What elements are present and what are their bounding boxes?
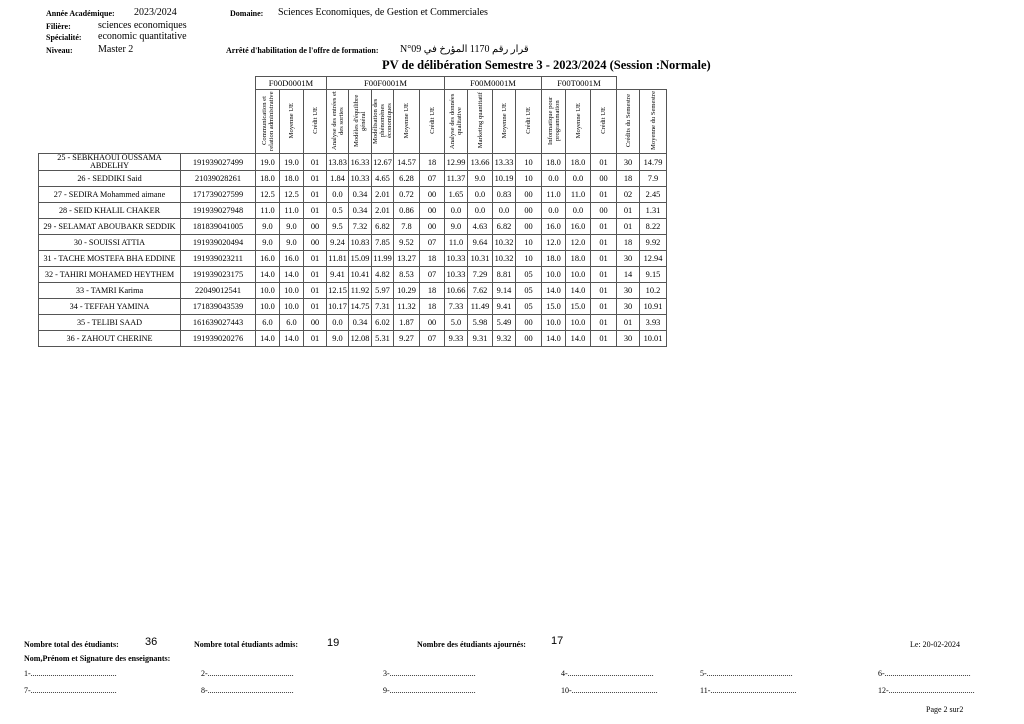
cell: 01: [304, 187, 327, 203]
cell: 10.29: [394, 283, 420, 299]
cell: 01: [304, 171, 327, 187]
cell: 10.0: [280, 299, 304, 315]
niveau-value: Master 2: [98, 44, 134, 55]
cell: 14.79: [640, 154, 667, 171]
page-title: PV de délibération Semestre 3 - 2023/2024 (Session :Normale): [382, 58, 711, 72]
cell: 00: [420, 219, 445, 235]
cell: 12.5: [280, 187, 304, 203]
cell: 10: [516, 154, 542, 171]
cell: 0.0: [327, 315, 349, 331]
student-name: 27 - SEDIRA Mohammed aimane: [39, 187, 181, 203]
cell: 11.99: [372, 251, 394, 267]
specialite-label: Spécialité:: [46, 33, 82, 42]
cell: 5.97: [372, 283, 394, 299]
cell: 5.31: [372, 331, 394, 347]
cell: 14.0: [566, 283, 591, 299]
cell: 01: [591, 331, 617, 347]
cell: 00: [591, 171, 617, 187]
cell: 10.32: [493, 251, 516, 267]
cell: 9.41: [327, 267, 349, 283]
module-header-row: [39, 77, 667, 90]
cell: 11.37: [445, 171, 468, 187]
cell: 00: [304, 235, 327, 251]
cell: 01: [304, 299, 327, 315]
arrete-label: Arrêté d'habilitation de l'offre de formation:: [226, 46, 379, 55]
column-header: Communication et relation administrative: [260, 90, 275, 151]
cell: 0.0: [566, 171, 591, 187]
cell: 14.0: [256, 331, 280, 347]
cell: 18: [420, 299, 445, 315]
cell: 10.01: [640, 331, 667, 347]
cell: 14.0: [280, 331, 304, 347]
cell: 9.14: [493, 283, 516, 299]
cell: 14.0: [280, 267, 304, 283]
cell: 15.09: [349, 251, 372, 267]
cell: 00: [516, 203, 542, 219]
column-header: Crédit UE: [311, 107, 319, 134]
column-header: Analyse des données qualitative: [449, 92, 463, 149]
cell: 14: [617, 267, 640, 283]
cell: 7.85: [372, 235, 394, 251]
signature-line: 9-...........................................: [383, 686, 476, 695]
column-header: Crédit UE: [600, 107, 607, 134]
signature-line: 1-...........................................: [24, 669, 117, 678]
cell: 12.99: [445, 154, 468, 171]
cell: 10.0: [566, 315, 591, 331]
signature-line: 11-...........................................: [700, 686, 797, 695]
cell: 7.31: [372, 299, 394, 315]
student-id: 21039028261: [181, 171, 256, 187]
cell: 0.86: [394, 203, 420, 219]
cell: 0.0: [493, 203, 516, 219]
cell: 4.65: [372, 171, 394, 187]
cell: 16.0: [566, 219, 591, 235]
cell: 2.45: [640, 187, 667, 203]
cell: 18.0: [542, 154, 566, 171]
cell: 4.63: [468, 219, 493, 235]
cell: 7.8: [394, 219, 420, 235]
cell: 14.0: [542, 283, 566, 299]
signature-line: 2-...........................................: [201, 669, 294, 678]
cell: 11.0: [256, 203, 280, 219]
cell: 10.83: [349, 235, 372, 251]
table-row: [39, 267, 667, 283]
admis-label: Nombre total étudiants admis:: [194, 640, 299, 649]
cell: 10.32: [493, 235, 516, 251]
table-row: [39, 235, 667, 251]
cell: 00: [516, 187, 542, 203]
cell: 12.94: [640, 251, 667, 267]
cell: 10.91: [640, 299, 667, 315]
annee-value: 2023/2024: [134, 7, 177, 18]
cell: 16.33: [349, 154, 372, 171]
cell: 15.0: [542, 299, 566, 315]
cell: 9.0: [280, 235, 304, 251]
cell: 10.0: [280, 283, 304, 299]
cell: 00: [304, 219, 327, 235]
cell: 9.64: [468, 235, 493, 251]
cell: 01: [304, 154, 327, 171]
table-row: [39, 187, 667, 203]
student-id: 191939020276: [181, 331, 256, 347]
cell: 30: [617, 283, 640, 299]
page-number: Page 2 sur2: [926, 705, 964, 714]
signature-line: 10-...........................................: [561, 686, 658, 695]
cell: 13.27: [394, 251, 420, 267]
cell: 0.0: [542, 171, 566, 187]
cell: 13.33: [493, 154, 516, 171]
student-name: 32 - TAHIRI MOHAMED HEYTHEM: [39, 267, 181, 283]
table-row: [39, 299, 667, 315]
cell: 30: [617, 251, 640, 267]
module-header: F00F0001M: [327, 77, 445, 90]
column-header: Moyenne UE: [574, 102, 582, 139]
cell: 18: [420, 154, 445, 171]
cell: 0.34: [349, 187, 372, 203]
cell: 11.0: [445, 235, 468, 251]
cell: 01: [617, 219, 640, 235]
cell: 16.0: [280, 251, 304, 267]
cell: 9.0: [468, 171, 493, 187]
cell: 5.0: [445, 315, 468, 331]
cell: 01: [304, 251, 327, 267]
cell: 14.0: [566, 331, 591, 347]
cell: 18.0: [280, 171, 304, 187]
cell: 07: [420, 267, 445, 283]
ajournes-label: Nombre des étudiants ajournés:: [417, 640, 526, 649]
table-row: [39, 219, 667, 235]
student-id: 191939023211: [181, 251, 256, 267]
cell: 7.32: [349, 219, 372, 235]
column-header: Moyenne du Semestre: [649, 91, 657, 150]
total-students-value: 36: [145, 636, 158, 648]
student-name: 30 - SOUISSI ATTIA: [39, 235, 181, 251]
column-header: Moyenne UE: [403, 102, 410, 139]
cell: 6.0: [280, 315, 304, 331]
cell: 05: [516, 267, 542, 283]
cell: 9.33: [445, 331, 468, 347]
cell: 00: [516, 219, 542, 235]
student-name: 25 - SEBKHAOUI OUSSAMA ABDELHY: [39, 154, 181, 171]
cell: 01: [304, 283, 327, 299]
cell: 14.0: [542, 331, 566, 347]
cell: 12.0: [566, 235, 591, 251]
arrete-value: N°09 قرار رقم 1170 المؤرخ في: [400, 44, 529, 55]
cell: 12.5: [256, 187, 280, 203]
cell: 12.0: [542, 235, 566, 251]
cell: 2.01: [372, 187, 394, 203]
cell: 18.0: [542, 251, 566, 267]
cell: 7.29: [468, 267, 493, 283]
column-header: Moyenne UE: [288, 102, 295, 139]
cell: 10.31: [468, 251, 493, 267]
domaine-value: Sciences Economiques, de Gestion et Commerciales: [278, 7, 488, 18]
module-header: F00M0001M: [445, 77, 542, 90]
cell: 9.15: [640, 267, 667, 283]
cell: 10.41: [349, 267, 372, 283]
cell: 10.17: [327, 299, 349, 315]
cell: 10.66: [445, 283, 468, 299]
cell: 01: [591, 154, 617, 171]
cell: 14.75: [349, 299, 372, 315]
cell: 02: [617, 187, 640, 203]
cell: 11.92: [349, 283, 372, 299]
student-id: 191939023175: [181, 267, 256, 283]
student-name: 26 - SEDDIKI Said: [39, 171, 181, 187]
cell: 01: [591, 315, 617, 331]
cell: 9.5: [327, 219, 349, 235]
student-name: 33 - TAMRI Karima: [39, 283, 181, 299]
cell: 05: [516, 283, 542, 299]
cell: 6.82: [372, 219, 394, 235]
student-name: 36 - ZAHOUT CHERINE: [39, 331, 181, 347]
student-name: 35 - TELIBI SAAD: [39, 315, 181, 331]
cell: 01: [304, 267, 327, 283]
cell: 01: [591, 299, 617, 315]
cell: 10.0: [542, 315, 566, 331]
student-id: 191939020494: [181, 235, 256, 251]
cell: 11.0: [542, 187, 566, 203]
signature-line: 8-...........................................: [201, 686, 294, 695]
cell: 9.27: [394, 331, 420, 347]
student-name: 28 - SEID KHALIL CHAKER: [39, 203, 181, 219]
column-header: Marketing quantitatif: [476, 92, 484, 149]
cell: 01: [304, 203, 327, 219]
signature-line: 3-...........................................: [383, 669, 476, 678]
niveau-label: Niveau:: [46, 46, 73, 55]
admis-value: 19: [327, 637, 340, 649]
cell: 2.01: [372, 203, 394, 219]
cell: 15.0: [566, 299, 591, 315]
cell: 4.82: [372, 267, 394, 283]
module-header: F00D0001M: [256, 77, 327, 90]
column-header: Analyse des entrées et des sorties: [330, 91, 345, 150]
annee-label: Année Académique:: [46, 9, 115, 18]
cell: 0.34: [349, 315, 372, 331]
cell: 5.98: [468, 315, 493, 331]
cell: 07: [420, 331, 445, 347]
cell: 9.41: [493, 299, 516, 315]
cell: 6.28: [394, 171, 420, 187]
cell: 01: [304, 331, 327, 347]
cell: 9.0: [256, 219, 280, 235]
cell: 11.32: [394, 299, 420, 315]
cell: 11.49: [468, 299, 493, 315]
cell: 12.67: [372, 154, 394, 171]
cell: 10.19: [493, 171, 516, 187]
cell: 9.31: [468, 331, 493, 347]
cell: 6.0: [256, 315, 280, 331]
date-label: Le: 20-02-2024: [910, 640, 960, 649]
cell: 0.83: [493, 187, 516, 203]
cell: 7.9: [640, 171, 667, 187]
cell: 19.0: [256, 154, 280, 171]
cell: 10.33: [445, 267, 468, 283]
cell: 8.53: [394, 267, 420, 283]
student-id: 22049012541: [181, 283, 256, 299]
cell: 01: [617, 203, 640, 219]
cell: 9.32: [493, 331, 516, 347]
cell: 14.0: [256, 267, 280, 283]
cell: 10: [516, 235, 542, 251]
cell: 01: [591, 283, 617, 299]
cell: 00: [516, 315, 542, 331]
cell: 30: [617, 299, 640, 315]
cell: 5.49: [493, 315, 516, 331]
cell: 10: [516, 171, 542, 187]
cell: 13.66: [468, 154, 493, 171]
table-row: [39, 283, 667, 299]
specialite-value: economic quantitative: [98, 31, 187, 42]
signature-label: Nom,Prénom et Signature des enseignants:: [24, 654, 171, 663]
cell: 18.0: [566, 154, 591, 171]
table-body: [39, 154, 667, 347]
cell: 18: [420, 251, 445, 267]
table-row: [39, 251, 667, 267]
cell: 00: [516, 331, 542, 347]
student-name: 29 - SELAMAT ABOUBAKR SEDDIK: [39, 219, 181, 235]
cell: 00: [420, 203, 445, 219]
student-id: 181839041005: [181, 219, 256, 235]
table-row: [39, 154, 667, 171]
cell: 11.0: [280, 203, 304, 219]
cell: 10.0: [256, 299, 280, 315]
table-row: [39, 331, 667, 347]
cell: 14.57: [394, 154, 420, 171]
column-header: Informatique pour programmation: [546, 96, 561, 145]
domaine-label: Domaine:: [230, 9, 264, 18]
cell: 01: [591, 251, 617, 267]
total-students-label: Nombre total des étudiants:: [24, 640, 119, 649]
cell: 9.0: [445, 219, 468, 235]
column-header: Crédits du Semestre: [624, 93, 632, 148]
cell: 0.72: [394, 187, 420, 203]
cell: 01: [591, 235, 617, 251]
cell: 00: [420, 187, 445, 203]
cell: 18.0: [256, 171, 280, 187]
student-id: 161639027443: [181, 315, 256, 331]
cell: 6.02: [372, 315, 394, 331]
cell: 18: [420, 283, 445, 299]
student-id: 191939027499: [181, 154, 256, 171]
cell: 30: [617, 331, 640, 347]
cell: 7.62: [468, 283, 493, 299]
cell: 30: [617, 154, 640, 171]
cell: 0.0: [327, 187, 349, 203]
cell: 1.65: [445, 187, 468, 203]
cell: 9.0: [280, 219, 304, 235]
cell: 12.15: [327, 283, 349, 299]
filiere-value: sciences economiques: [98, 20, 187, 31]
signature-line: 4-...........................................: [561, 669, 654, 678]
cell: 07: [420, 171, 445, 187]
table-row: [39, 315, 667, 331]
cell: 8.81: [493, 267, 516, 283]
cell: 01: [591, 267, 617, 283]
cell: 10.0: [566, 267, 591, 283]
module-header: F00T0001M: [542, 77, 617, 90]
cell: 13.83: [327, 154, 349, 171]
student-id: 191939027948: [181, 203, 256, 219]
cell: 10.0: [542, 267, 566, 283]
filiere-label: Filière:: [46, 22, 71, 31]
cell: 18: [617, 171, 640, 187]
cell: 9.0: [327, 331, 349, 347]
column-header: Crédit UE: [525, 107, 532, 134]
table-row: [39, 203, 667, 219]
signature-line: 5-...........................................: [700, 669, 793, 678]
cell: 07: [420, 235, 445, 251]
cell: 00: [304, 315, 327, 331]
cell: 16.0: [256, 251, 280, 267]
column-header: Moyenne UE: [500, 102, 508, 139]
cell: 01: [591, 187, 617, 203]
cell: 3.93: [640, 315, 667, 331]
cell: 10.0: [256, 283, 280, 299]
cell: 18.0: [566, 251, 591, 267]
column-header: Modélisation des phénomènes économiques: [372, 97, 393, 144]
cell: 6.82: [493, 219, 516, 235]
cell: 0.5: [327, 203, 349, 219]
cell: 11.0: [566, 187, 591, 203]
cell: 0.0: [566, 203, 591, 219]
cell: 1.87: [394, 315, 420, 331]
cell: 10.2: [640, 283, 667, 299]
cell: 00: [420, 315, 445, 331]
student-name: 31 - TACHE MOSTEFA BHA EDDINE: [39, 251, 181, 267]
student-id: 171739027599: [181, 187, 256, 203]
cell: 16.0: [542, 219, 566, 235]
cell: 0.0: [542, 203, 566, 219]
cell: 10.33: [349, 171, 372, 187]
cell: 1.31: [640, 203, 667, 219]
cell: 9.92: [640, 235, 667, 251]
cell: 19.0: [280, 154, 304, 171]
ajournes-value: 17: [551, 635, 564, 647]
cell: 1.84: [327, 171, 349, 187]
student-name: 34 - TEFFAH YAMINA: [39, 299, 181, 315]
column-header: Crédit UE: [428, 107, 436, 134]
cell: 9.52: [394, 235, 420, 251]
cell: 7.33: [445, 299, 468, 315]
cell: 10.33: [445, 251, 468, 267]
cell: 01: [591, 219, 617, 235]
cell: 8.22: [640, 219, 667, 235]
signature-line: 12-...........................................: [878, 686, 975, 695]
column-header: Modèles d'équilibre général: [353, 94, 367, 147]
cell: 0.0: [468, 187, 493, 203]
cell: 9.24: [327, 235, 349, 251]
cell: 0.34: [349, 203, 372, 219]
deliberation-table: [38, 76, 667, 347]
cell: 01: [617, 315, 640, 331]
cell: 0.0: [445, 203, 468, 219]
cell: 9.0: [256, 235, 280, 251]
table-row: [39, 171, 667, 187]
cell: 00: [591, 203, 617, 219]
cell: 18: [617, 235, 640, 251]
signature-line: 7-...........................................: [24, 686, 117, 695]
cell: 10: [516, 251, 542, 267]
cell: 05: [516, 299, 542, 315]
cell: 12.08: [349, 331, 372, 347]
cell: 11.81: [327, 251, 349, 267]
student-id: 171839043539: [181, 299, 256, 315]
cell: 0.0: [468, 203, 493, 219]
signature-line: 6-...........................................: [878, 669, 971, 678]
